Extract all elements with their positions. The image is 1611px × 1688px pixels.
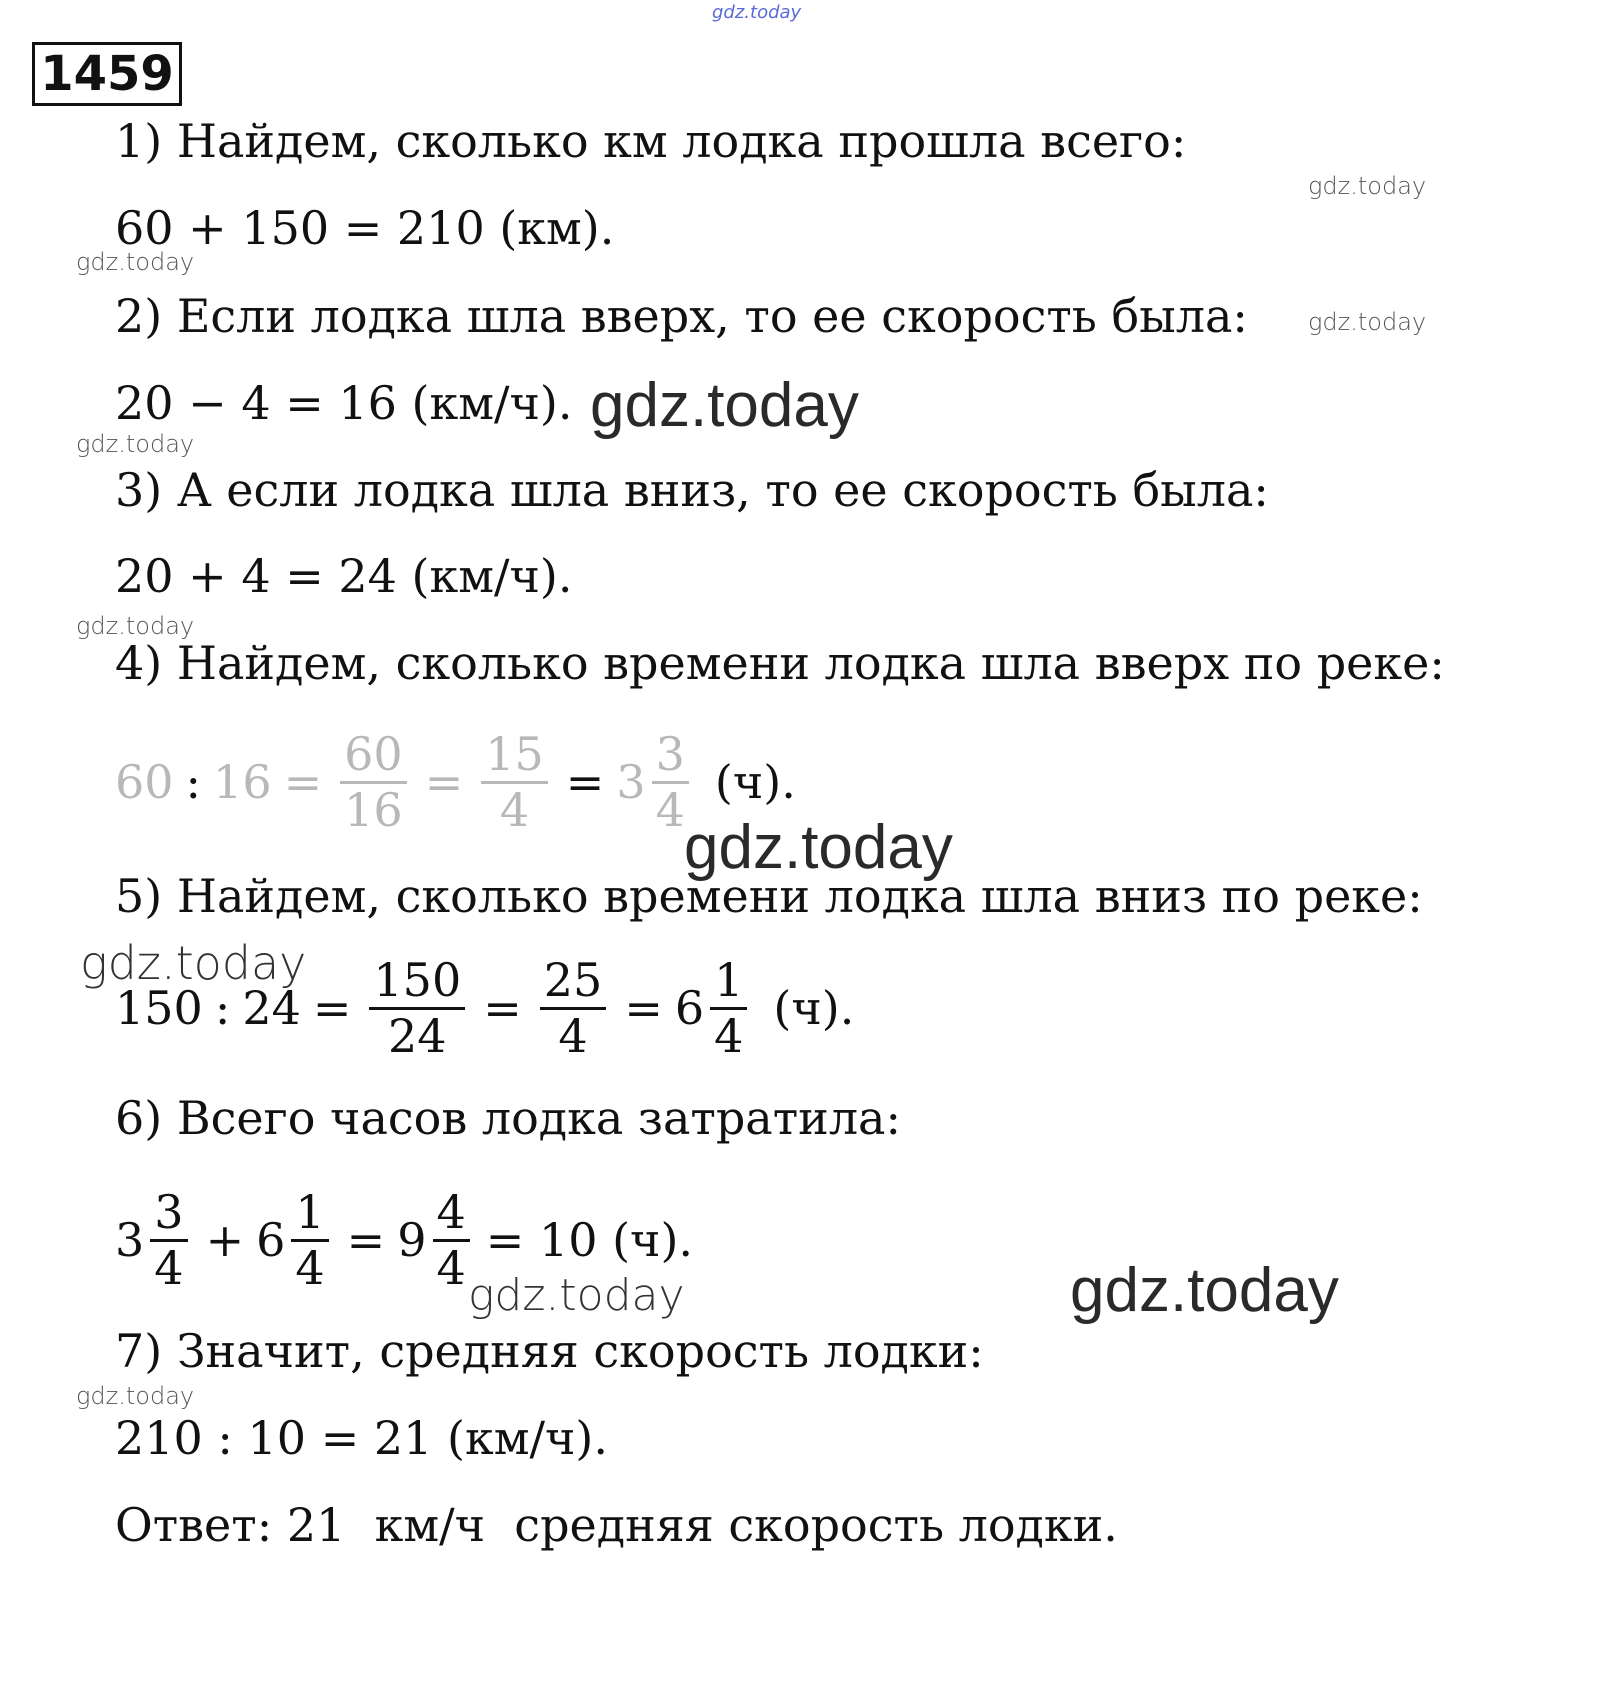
- eq5-whole: 6: [674, 981, 705, 1035]
- equation-2: 20 − 4 = 16 (км/ч).: [115, 376, 573, 430]
- eq4-fraction-1: [340, 728, 407, 837]
- watermark-top: gdz.today: [712, 2, 802, 23]
- eq4-f3-numerator: 3: [655, 726, 685, 781]
- eq5-f3-numerator: 1: [714, 952, 744, 1007]
- watermark: gdz.today: [76, 248, 195, 276]
- eq6-c-denominator: 4: [436, 1240, 466, 1295]
- eq5-equals: =: [312, 981, 352, 1035]
- eq6-plus: +: [205, 1213, 245, 1267]
- eq4-whole: 3: [616, 755, 646, 809]
- eq6-fraction-b: [291, 1186, 328, 1295]
- eq5-equals: =: [624, 981, 663, 1035]
- eq6-equals: =: [346, 1213, 386, 1267]
- eq4-f2-numerator: 15: [485, 726, 544, 781]
- eq4-lhs: 60: [115, 755, 174, 809]
- watermark-large: gdz.today: [684, 813, 953, 882]
- eq6-b-denominator: 4: [295, 1240, 325, 1295]
- eq6-c-whole: 9: [397, 1213, 427, 1267]
- watermark-medium: gdz.today: [80, 936, 307, 990]
- eq5-divisor: 24: [242, 981, 301, 1035]
- eq4-f2-denominator: 4: [499, 782, 530, 837]
- watermark: gdz.today: [1308, 308, 1427, 336]
- step-4-text: 4) Найдем, сколько времени лодка шла вверх по реке:: [115, 636, 1445, 690]
- eq4-colon: :: [185, 755, 202, 809]
- eq5-equals: =: [483, 981, 522, 1035]
- eq4-f1-denominator: 16: [344, 782, 403, 837]
- eq4-unit: (ч).: [714, 755, 796, 809]
- eq6-c-numerator: 4: [436, 1184, 466, 1239]
- step-5-text: 5) Найдем, сколько времени лодка шла вниз по реке:: [115, 869, 1423, 923]
- equation-3: 20 + 4 = 24 (км/ч).: [115, 549, 573, 603]
- watermark: gdz.today: [76, 1382, 195, 1410]
- eq4-divisor: 16: [213, 755, 272, 809]
- eq5-fraction-3: [710, 954, 747, 1063]
- eq5-lhs: 150: [115, 981, 203, 1035]
- eq4-equals: =: [565, 755, 605, 809]
- eq5-fraction-1: [369, 954, 465, 1063]
- step-2-text: 2) Если лодка шла вверх, то ее скорость была:: [115, 289, 1248, 343]
- step-7-text: 7) Значит, средняя скорость лодки:: [115, 1324, 984, 1378]
- equation-7: 210 : 10 = 21 (км/ч).: [115, 1411, 608, 1465]
- equation-5: [115, 946, 854, 1070]
- equation-1: 60 + 150 = 210 (км).: [115, 201, 615, 255]
- eq5-mixed-number: [675, 954, 754, 1063]
- eq4-equals: =: [424, 755, 464, 809]
- eq6-a-numerator: 3: [154, 1184, 184, 1239]
- eq5-unit: (ч).: [773, 981, 855, 1035]
- eq6-mixed-b: [256, 1186, 335, 1295]
- eq6-a-whole: 3: [115, 1213, 145, 1267]
- eq6-fraction-a: [150, 1186, 187, 1295]
- eq4-equals: =: [283, 755, 323, 809]
- step-1-text: 1) Найдем, сколько км лодка прошла всего:: [115, 114, 1187, 168]
- step-6-text: 6) Всего часов лодка затратила:: [115, 1091, 901, 1145]
- watermark-medium: gdz.today: [468, 1270, 685, 1321]
- eq4-f3-denominator: 4: [655, 782, 685, 837]
- eq6-b-numerator: 1: [295, 1184, 325, 1239]
- step-3-text: 3) А если лодка шла вниз, то ее скорость была:: [115, 463, 1269, 517]
- eq5-f1-denominator: 24: [388, 1008, 447, 1063]
- answer-line: Ответ: 21 км/ч средняя скорость лодки.: [115, 1498, 1118, 1552]
- eq5-f3-denominator: 4: [714, 1008, 744, 1063]
- eq5-colon: :: [214, 981, 231, 1035]
- eq6-a-denominator: 4: [154, 1240, 184, 1295]
- watermark: gdz.today: [76, 612, 195, 640]
- watermark: gdz.today: [76, 430, 195, 458]
- eq4-f1-numerator: 60: [344, 726, 403, 781]
- eq6-result: = 10 (ч).: [485, 1213, 694, 1267]
- eq5-f2-denominator: 4: [558, 1008, 588, 1063]
- eq4-fraction-2: [481, 728, 548, 837]
- eq5-f2-numerator: 25: [543, 952, 603, 1007]
- watermark: gdz.today: [1308, 172, 1427, 200]
- problem-number: 1459: [32, 42, 182, 106]
- eq5-f1-numerator: 150: [373, 952, 462, 1007]
- watermark-large: gdz.today: [590, 371, 859, 440]
- watermark-large: gdz.today: [1070, 1256, 1339, 1325]
- eq6-mixed-c: [397, 1186, 476, 1295]
- eq5-fraction-2: [540, 954, 607, 1063]
- eq6-mixed-a: [115, 1186, 194, 1295]
- eq6-fraction-c: [433, 1186, 470, 1295]
- eq6-b-whole: 6: [256, 1213, 286, 1267]
